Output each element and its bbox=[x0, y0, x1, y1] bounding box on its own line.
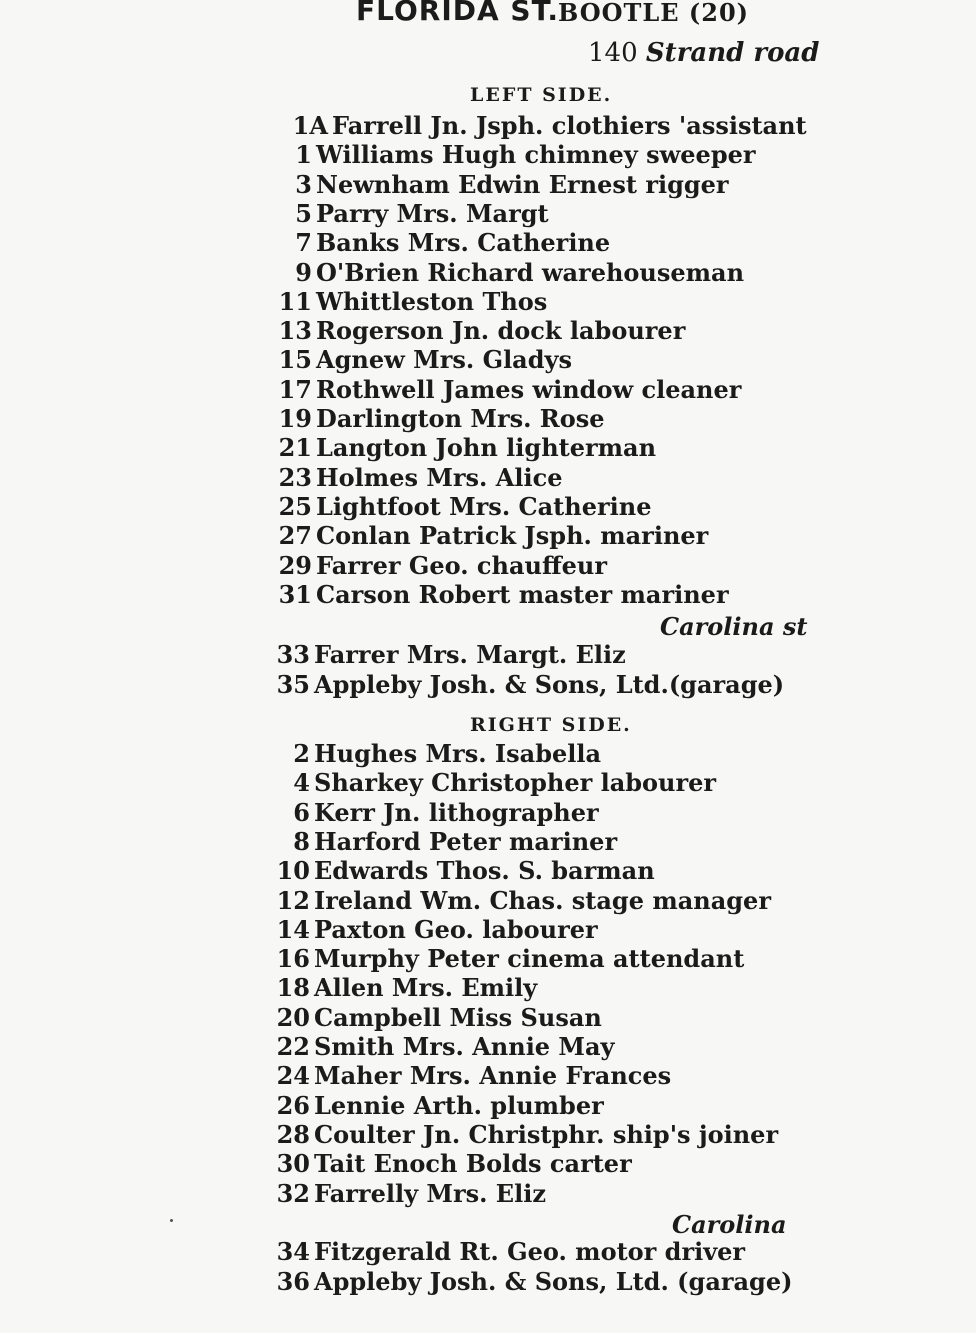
house-number: 35 bbox=[276, 670, 310, 699]
directory-entry bbox=[270, 1120, 778, 1149]
occupant-text: Allen Mrs. Emily bbox=[314, 973, 538, 1003]
house-number: 10 bbox=[276, 856, 310, 886]
house-number: 26 bbox=[276, 1090, 310, 1120]
house-number: 20 bbox=[276, 1002, 310, 1032]
occupant-text: Darlington Mrs. Rose bbox=[316, 404, 605, 433]
directory-entry bbox=[272, 580, 729, 609]
house-number: 27 bbox=[278, 521, 312, 551]
house-number: 28 bbox=[276, 1119, 310, 1149]
left-side-heading: LEFT SIDE. bbox=[470, 84, 613, 106]
house-number: 30 bbox=[276, 1149, 310, 1179]
occupant-text: Rogerson Jn. dock labourer bbox=[316, 316, 686, 346]
house-number: 15 bbox=[278, 345, 312, 375]
occupant-text: Carson Robert master mariner bbox=[316, 579, 729, 609]
from-road-name: Strand road bbox=[645, 38, 820, 68]
occupant-text: Smith Mrs. Annie May bbox=[314, 1032, 615, 1061]
occupant-text: Paxton Geo. labourer bbox=[314, 914, 598, 944]
house-number: 16 bbox=[276, 944, 310, 974]
district-name: BOOTLE (20) bbox=[558, 0, 750, 27]
house-number: 24 bbox=[276, 1061, 310, 1091]
house-number: 34 bbox=[276, 1237, 310, 1266]
occupant-text: Hughes Mrs. Isabella bbox=[314, 739, 602, 768]
house-number: 1 bbox=[295, 140, 312, 170]
directory-entry bbox=[270, 768, 716, 797]
directory-entry bbox=[272, 551, 607, 580]
occupant-text: Edwards Thos. S. barman bbox=[314, 856, 655, 886]
directory-entry bbox=[270, 973, 537, 1002]
house-number: 6 bbox=[293, 797, 310, 827]
occupant-text: Appleby Josh. & Sons, Ltd.(garage) bbox=[314, 670, 785, 699]
occupant-text: Lennie Arth. plumber bbox=[314, 1090, 604, 1120]
house-number: 25 bbox=[278, 491, 312, 521]
directory-entry bbox=[272, 316, 685, 345]
directory-entry bbox=[272, 199, 549, 228]
paper-speck bbox=[170, 1219, 173, 1222]
directory-entry bbox=[272, 375, 741, 404]
occupant-text: Tait Enoch Bolds carter bbox=[314, 1149, 632, 1179]
house-number: 14 bbox=[276, 914, 310, 944]
house-number: 2 bbox=[293, 739, 310, 768]
house-number: 22 bbox=[276, 1032, 310, 1061]
occupant-text: Williams Hugh chimney sweeper bbox=[316, 140, 756, 170]
directory-entry bbox=[270, 1003, 602, 1032]
directory-entry bbox=[272, 345, 572, 374]
occupant-text: Agnew Mrs. Gladys bbox=[316, 345, 572, 375]
directory-entry bbox=[288, 111, 807, 140]
directory-entry bbox=[270, 1267, 792, 1296]
right-side-heading: RIGHT SIDE. bbox=[470, 714, 632, 736]
house-number: 33 bbox=[276, 640, 310, 669]
occupant-text: Fitzgerald Rt. Geo. motor driver bbox=[314, 1237, 746, 1266]
house-number: 3 bbox=[295, 169, 312, 199]
occupant-text: Holmes Mrs. Alice bbox=[316, 462, 563, 492]
directory-entry bbox=[270, 1149, 632, 1178]
house-number: 36 bbox=[276, 1267, 310, 1296]
directory-entry bbox=[272, 170, 729, 199]
house-number: 29 bbox=[278, 550, 312, 580]
occupant-text: Ireland Wm. Chas. stage manager bbox=[314, 885, 771, 915]
directory-entry bbox=[270, 915, 598, 944]
directory-entry bbox=[270, 886, 771, 915]
occupant-text: Conlan Patrick Jsph. mariner bbox=[316, 521, 709, 551]
directory-entry bbox=[270, 1032, 615, 1061]
house-number: 5 bbox=[295, 198, 312, 228]
occupant-text: Farrelly Mrs. Eliz bbox=[314, 1178, 546, 1208]
house-number: 9 bbox=[295, 257, 312, 287]
from-road-line bbox=[588, 38, 819, 68]
directory-entry bbox=[270, 944, 744, 973]
occupant-text: Kerr Jn. lithographer bbox=[314, 797, 599, 827]
directory-entry bbox=[270, 640, 626, 669]
house-number: 4 bbox=[293, 768, 310, 798]
house-number: 13 bbox=[278, 316, 312, 346]
house-number: 8 bbox=[293, 826, 310, 856]
occupant-text: Rothwell James window cleaner bbox=[316, 374, 742, 404]
occupant-text: Banks Mrs. Catherine bbox=[316, 228, 611, 258]
house-number: 19 bbox=[278, 404, 312, 433]
occupant-text: Appleby Josh. & Sons, Ltd. (garage) bbox=[314, 1267, 793, 1296]
occupant-text: Whittleston Thos bbox=[316, 286, 548, 316]
occupant-text: Parry Mrs. Margt bbox=[316, 198, 549, 228]
directory-entry bbox=[270, 739, 601, 768]
directory-entry bbox=[270, 1179, 546, 1208]
occupant-text: Harford Peter mariner bbox=[314, 826, 618, 856]
directory-entry bbox=[272, 140, 756, 169]
directory-entry bbox=[270, 1061, 671, 1090]
directory-entry bbox=[272, 433, 656, 462]
street-name: FLORIDA ST. bbox=[356, 0, 560, 27]
occupant-text: O'Brien Richard warehouseman bbox=[316, 257, 745, 287]
occupant-text: Farrell Jn. Jsph. clothiers 'assistant bbox=[332, 111, 807, 140]
directory-entry bbox=[272, 404, 605, 433]
occupant-text: Sharkey Christopher labourer bbox=[314, 768, 717, 798]
house-number: 12 bbox=[276, 885, 310, 915]
directory-entry bbox=[270, 798, 599, 827]
directory-entry bbox=[270, 856, 655, 885]
directory-entry bbox=[270, 1237, 745, 1266]
occupant-text: Murphy Peter cinema attendant bbox=[314, 944, 745, 974]
directory-entry bbox=[272, 492, 651, 521]
house-number: 11 bbox=[278, 286, 312, 316]
house-number: 1A bbox=[292, 111, 328, 140]
occupant-text: Langton John lighterman bbox=[316, 433, 657, 463]
house-number: 21 bbox=[278, 433, 312, 463]
directory-entry bbox=[270, 670, 784, 699]
house-number: 17 bbox=[278, 374, 312, 404]
directory-entry bbox=[272, 463, 563, 492]
directory-entry bbox=[272, 521, 708, 550]
house-number: 7 bbox=[295, 228, 312, 258]
occupant-text: Farrer Mrs. Margt. Eliz bbox=[314, 640, 626, 669]
directory-entry bbox=[272, 258, 744, 287]
right-cross-street: Carolina bbox=[672, 1210, 787, 1239]
house-number: 32 bbox=[276, 1178, 310, 1208]
directory-entry bbox=[272, 287, 547, 316]
occupant-text: Coulter Jn. Christphr. ship's joiner bbox=[314, 1119, 779, 1149]
directory-entry bbox=[270, 1091, 604, 1120]
occupant-text: Newnham Edwin Ernest rigger bbox=[316, 169, 729, 199]
occupant-text: Campbell Miss Susan bbox=[314, 1002, 602, 1032]
house-number: 23 bbox=[278, 462, 312, 492]
left-cross-street: Carolina st bbox=[660, 612, 808, 641]
occupant-text: Farrer Geo. chauffeur bbox=[316, 550, 608, 580]
occupant-text: Maher Mrs. Annie Frances bbox=[314, 1061, 672, 1091]
directory-entry bbox=[272, 228, 610, 257]
from-number: 140 bbox=[588, 38, 638, 68]
house-number: 18 bbox=[276, 973, 310, 1003]
occupant-text: Lightfoot Mrs. Catherine bbox=[316, 491, 652, 521]
directory-entry bbox=[270, 827, 617, 856]
house-number: 31 bbox=[278, 579, 312, 609]
